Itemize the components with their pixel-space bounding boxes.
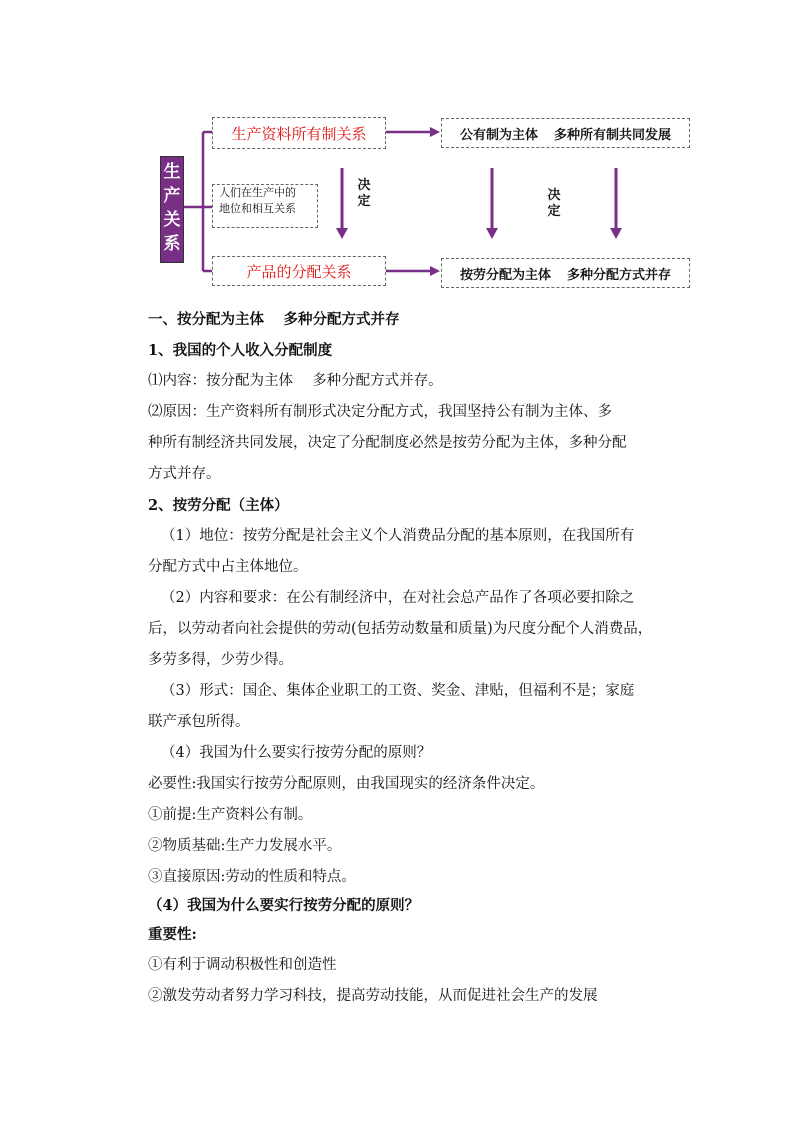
diagram-connectors bbox=[0, 0, 794, 300]
production-relations-diagram bbox=[0, 0, 794, 300]
arrow-head-top bbox=[430, 127, 440, 137]
mutual-relation-box bbox=[212, 184, 318, 228]
production-relations-label: 生产关系 bbox=[160, 156, 184, 263]
down-arrow-3-head bbox=[610, 228, 622, 239]
paragraph-forms-line1: （3）形式：国企、集体企业职工的工资、奖金、津贴，但福利不是；家庭 bbox=[161, 683, 635, 699]
paragraph-requirements-line2: 后，以劳动者向社会提供的劳动(包括劳动数量和质量)为尺度分配个人消费品， bbox=[148, 621, 653, 637]
distribution-system-box bbox=[441, 258, 690, 288]
ownership-relation-box bbox=[212, 117, 386, 149]
mutual-relation-line2: 地位和相互关系 bbox=[219, 202, 296, 215]
mutual-relation-line1: 人们在生产中的 bbox=[219, 186, 296, 199]
paragraph-necessity: 必要性:我国实行按劳分配原则，由我国现实的经济条件决定。 bbox=[148, 776, 545, 792]
paragraph-status-line1: （1）地位：按劳分配是社会主义个人消费品分配的基本原则，在我国所有 bbox=[161, 528, 635, 544]
list-item-initiative: ①有利于调动积极性和创造性 bbox=[148, 957, 337, 973]
paragraph-forms-line2: 联产承包所得。 bbox=[148, 714, 250, 730]
document-body bbox=[148, 304, 688, 1012]
paragraph-content: ⑴内容：按分配为主体 多种分配方式并存。 bbox=[148, 373, 443, 389]
subheading-income-system: 1、我国的个人收入分配制度 bbox=[148, 342, 333, 359]
multiple-distribution-text: 多种分配方式并存 bbox=[567, 267, 672, 283]
decide-label-2: 决定 bbox=[547, 188, 561, 219]
paragraph-reason-line3: 方式并存。 bbox=[148, 466, 221, 482]
public-ownership-text: 公有制为主体 bbox=[459, 127, 538, 143]
list-item-material-basis: ②物质基础:生产力发展水平。 bbox=[148, 838, 342, 854]
down-arrow-2-head bbox=[486, 228, 498, 239]
ownership-system-box bbox=[441, 118, 690, 148]
down-arrow-1-head bbox=[336, 228, 348, 239]
subheading-importance: 重要性: bbox=[148, 926, 197, 943]
arrow-head-bottom bbox=[430, 266, 440, 276]
list-item-development: ②激发劳动者努力学习科技，提高劳动技能，从而促进社会生产的发展 bbox=[148, 988, 598, 1004]
paragraph-requirements-line1: （2）内容和要求：在公有制经济中，在对社会总产品作了各项必要扣除之 bbox=[161, 590, 635, 606]
multiple-ownership-text: 多种所有制共同发展 bbox=[554, 127, 672, 143]
paragraph-reason-line1: ⑵原因：生产资料所有制形式决定分配方式，我国坚持公有制为主体、多 bbox=[148, 404, 612, 420]
section-heading-1: 一、按分配为主体 多种分配方式并存 bbox=[148, 311, 400, 328]
paragraph-question: （4）我国为什么要实行按劳分配的原则？ bbox=[161, 745, 432, 761]
distribution-relation-box bbox=[212, 256, 386, 286]
paragraph-status-line2: 分配方式中占主体地位。 bbox=[148, 559, 308, 575]
list-item-direct-cause: ③直接原因:劳动的性质和特点。 bbox=[148, 869, 356, 885]
list-item-premise: ①前提:生产资料公有制。 bbox=[148, 807, 313, 823]
subheading-question-bold: （4）我国为什么要实行按劳分配的原则？ bbox=[148, 897, 420, 914]
decide-label-1: 决定 bbox=[357, 178, 371, 209]
distribution-relation-text: 产品的分配关系 bbox=[246, 262, 352, 281]
ownership-relation-text: 生产资料所有制关系 bbox=[231, 124, 367, 143]
labor-distribution-text: 按劳分配为主体 bbox=[459, 267, 551, 283]
subheading-labor-distribution: 2、按劳分配（主体） bbox=[148, 497, 289, 514]
paragraph-requirements-line3: 多劳多得，少劳少得。 bbox=[148, 652, 293, 668]
paragraph-reason-line2: 种所有制经济共同发展，决定了分配制度必然是按劳分配为主体，多种分配 bbox=[148, 435, 627, 451]
